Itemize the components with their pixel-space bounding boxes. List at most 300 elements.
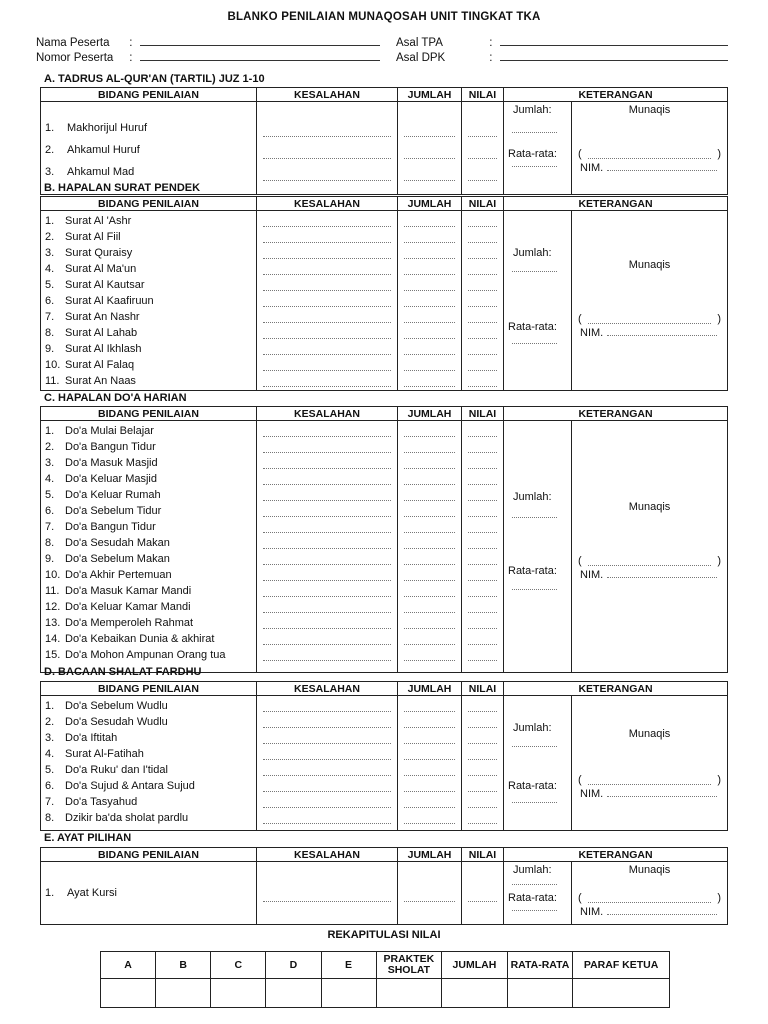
kesalahan-input[interactable]: [263, 727, 391, 728]
colon: :: [489, 37, 493, 49]
list-item: [41, 309, 256, 325]
jumlah-input[interactable]: [404, 468, 455, 469]
jumlah-input[interactable]: [404, 226, 455, 227]
kesalahan-input[interactable]: [263, 743, 391, 744]
keterangan-cell: [504, 102, 728, 195]
nilai-input-cell: [462, 102, 504, 195]
section-title: C. HAPALAN DO'A HARIAN: [44, 392, 187, 404]
list-item: [41, 455, 256, 471]
jumlah-input[interactable]: [404, 775, 455, 776]
list-item: [41, 325, 256, 341]
jumlah-input[interactable]: [404, 158, 455, 159]
col-nilai-header: NILAI: [462, 848, 504, 862]
kesalahan-input[interactable]: [263, 452, 391, 453]
col-jumlah-header: JUMLAH: [398, 848, 462, 862]
nilai-input[interactable]: [468, 727, 497, 728]
nilai-input[interactable]: [468, 322, 497, 323]
item-number: 3.: [45, 457, 55, 469]
kesalahan-input[interactable]: [263, 338, 391, 339]
nim-input[interactable]: [607, 796, 717, 797]
item-number: 14.: [45, 633, 61, 645]
jumlah-input[interactable]: [404, 628, 455, 629]
list-item: [41, 567, 256, 583]
jumlah-input[interactable]: [404, 452, 455, 453]
kesalahan-input[interactable]: [263, 484, 391, 485]
rata-rata-input[interactable]: [512, 802, 557, 803]
rekap-input-cell[interactable]: [573, 979, 670, 1008]
item-label: Do'a Mulai Belajar: [65, 425, 154, 437]
item-number: 3.: [45, 247, 55, 259]
table-header-row: [41, 407, 728, 421]
kesalahan-input[interactable]: [263, 532, 391, 533]
munaqis-signature[interactable]: [578, 774, 721, 788]
item-number: 5.: [45, 764, 55, 776]
nilai-input[interactable]: [468, 580, 497, 581]
nilai-input[interactable]: [468, 711, 497, 712]
col-bidang-header: BIDANG PENILAIAN: [41, 682, 257, 696]
col-bidang-header: BIDANG PENILAIAN: [41, 88, 257, 102]
nilai-input[interactable]: [468, 516, 497, 517]
list-item: [41, 631, 256, 647]
item-label: Surat Al-Fatihah: [65, 748, 144, 760]
colon: :: [489, 52, 493, 64]
rekap-input-cell[interactable]: [442, 979, 508, 1008]
nilai-input[interactable]: [468, 452, 497, 453]
item-label: Surat An Naas: [65, 375, 136, 387]
kesalahan-input[interactable]: [263, 158, 391, 159]
jumlah-input[interactable]: [404, 791, 455, 792]
kesalahan-input[interactable]: [263, 500, 391, 501]
jumlah-input[interactable]: [404, 386, 455, 387]
col-kesalahan-header: KESALAHAN: [257, 682, 398, 696]
rekap-input-cell[interactable]: [156, 979, 211, 1008]
nilai-input[interactable]: [468, 660, 497, 661]
item-number: 11.: [45, 375, 60, 387]
jumlah-total-input[interactable]: [512, 517, 557, 518]
item-label: Ahkamul Mad: [67, 166, 135, 178]
rekap-col-header: JUMLAH: [442, 952, 508, 979]
open-paren: (: [578, 313, 582, 325]
nilai-input[interactable]: [468, 596, 497, 597]
nilai-input[interactable]: [468, 386, 497, 387]
rekap-col-header: RATA-RATA: [507, 952, 573, 979]
col-nilai-header: NILAI: [462, 407, 504, 421]
nilai-input[interactable]: [468, 612, 497, 613]
nilai-input[interactable]: [468, 548, 497, 549]
nilai-input-cell: [462, 862, 504, 925]
munaqis-label: Munaqis: [628, 864, 671, 876]
jumlah-total-input[interactable]: [512, 132, 557, 133]
rata-rata-input[interactable]: [512, 166, 557, 167]
nomor-peserta-field[interactable]: [140, 51, 380, 61]
jumlah-label: Jumlah:: [513, 247, 552, 259]
kesalahan-input[interactable]: [263, 354, 391, 355]
item-label: Do'a Bangun Tidur: [65, 521, 156, 533]
kesalahan-input[interactable]: [263, 386, 391, 387]
kesalahan-input[interactable]: [263, 612, 391, 613]
item-label: Do'a Keluar Kamar Mandi: [65, 601, 191, 613]
nilai-input[interactable]: [468, 468, 497, 469]
item-label: Surat Al Falaq: [65, 359, 135, 371]
nama-peserta-label: Nama Peserta: [36, 37, 110, 49]
nilai-input[interactable]: [468, 901, 497, 902]
list-item: [41, 229, 256, 245]
jumlah-input[interactable]: [404, 274, 455, 275]
item-number: 7.: [45, 311, 55, 323]
jumlah-input[interactable]: [404, 436, 455, 437]
item-number: 8.: [45, 537, 55, 549]
item-number: 4.: [45, 748, 55, 760]
item-number: 10.: [45, 569, 61, 581]
section-table: [40, 87, 728, 195]
jumlah-input[interactable]: [404, 516, 455, 517]
item-number: 12.: [45, 601, 61, 613]
kesalahan-input[interactable]: [263, 901, 391, 902]
table-header-row: [41, 848, 728, 862]
item-number: 3.: [45, 732, 55, 744]
nilai-input[interactable]: [468, 338, 497, 339]
nilai-input[interactable]: [468, 644, 497, 645]
jumlah-input[interactable]: [404, 242, 455, 243]
asal-tpa-label: Asal TPA: [396, 37, 443, 49]
list-item: [41, 471, 256, 487]
kesalahan-input[interactable]: [263, 306, 391, 307]
nim-label: NIM.: [580, 327, 604, 339]
jumlah-input-cell: [398, 862, 462, 925]
rekap-input-cell[interactable]: [321, 979, 376, 1008]
nim-input[interactable]: [607, 914, 717, 915]
nilai-input[interactable]: [468, 791, 497, 792]
kesalahan-input[interactable]: [263, 807, 391, 808]
rekap-col-header: PARAF KETUA: [573, 952, 670, 979]
kesalahan-input[interactable]: [263, 136, 391, 137]
jumlah-input-cell: [398, 696, 462, 831]
rekap-input-cell[interactable]: [211, 979, 266, 1008]
nilai-input[interactable]: [468, 823, 497, 824]
asal-dpk-field[interactable]: [500, 51, 728, 61]
col-keterangan-header: KETERANGAN: [504, 197, 728, 211]
col-jumlah-header: JUMLAH: [398, 88, 462, 102]
nilai-input[interactable]: [468, 500, 497, 501]
nilai-input[interactable]: [468, 242, 497, 243]
jumlah-input[interactable]: [404, 532, 455, 533]
item-number: 9.: [45, 553, 55, 565]
rata-rata-input[interactable]: [512, 589, 557, 590]
kesalahan-input[interactable]: [263, 436, 391, 437]
item-number: 6.: [45, 295, 55, 307]
kesalahan-input[interactable]: [263, 596, 391, 597]
nilai-input-cell: [462, 421, 504, 673]
munaqis-signature[interactable]: [578, 148, 721, 162]
nim-input[interactable]: [607, 170, 717, 171]
nilai-input[interactable]: [468, 484, 497, 485]
list-item: [41, 423, 256, 439]
list-item: [41, 730, 256, 746]
jumlah-input[interactable]: [404, 807, 455, 808]
rekap-title: REKAPITULASI NILAI: [327, 929, 441, 941]
close-paren: ): [717, 313, 721, 325]
kesalahan-input[interactable]: [263, 290, 391, 291]
item-label: Surat Quraisy: [65, 247, 133, 259]
jumlah-total-input[interactable]: [512, 271, 557, 272]
kesalahan-input-cell: [257, 421, 398, 673]
nilai-input[interactable]: [468, 306, 497, 307]
kesalahan-input[interactable]: [263, 759, 391, 760]
kesalahan-input[interactable]: [263, 242, 391, 243]
kesalahan-input[interactable]: [263, 370, 391, 371]
list-item: [41, 583, 256, 599]
nim-line: [580, 569, 719, 581]
colon: :: [129, 52, 133, 64]
jumlah-input-cell: [398, 211, 462, 391]
nilai-input[interactable]: [468, 180, 497, 181]
jumlah-input[interactable]: [404, 612, 455, 613]
col-kesalahan-header: KESALAHAN: [257, 197, 398, 211]
list-item: [41, 213, 256, 229]
open-paren: (: [578, 892, 582, 904]
kesalahan-input[interactable]: [263, 548, 391, 549]
item-label: Do'a Sebelum Makan: [65, 553, 170, 565]
section-table: [40, 847, 728, 925]
nilai-input[interactable]: [468, 436, 497, 437]
jumlah-input[interactable]: [404, 306, 455, 307]
colon: :: [129, 37, 133, 49]
asal-tpa-line: [396, 36, 728, 49]
list-item: [41, 261, 256, 277]
jumlah-total-input[interactable]: [512, 746, 557, 747]
list-item: [41, 551, 256, 567]
list-item: [41, 535, 256, 551]
jumlah-input[interactable]: [404, 484, 455, 485]
kesalahan-input[interactable]: [263, 258, 391, 259]
nilai-input[interactable]: [468, 370, 497, 371]
kesalahan-input-cell: [257, 211, 398, 391]
nim-label: NIM.: [580, 162, 604, 174]
item-label: Do'a Sebelum Wudlu: [65, 700, 168, 712]
nilai-input[interactable]: [468, 226, 497, 227]
item-number: 8.: [45, 812, 55, 824]
jumlah-total-input[interactable]: [512, 884, 557, 885]
table-header-row: [41, 197, 728, 211]
nim-label: NIM.: [580, 906, 604, 918]
jumlah-input[interactable]: [404, 354, 455, 355]
item-label: Surat An Nashr: [65, 311, 140, 323]
item-label: Do'a Ruku' dan I'tidal: [65, 764, 168, 776]
table-body-row: [41, 696, 728, 831]
jumlah-input[interactable]: [404, 370, 455, 371]
item-label: Do'a Keluar Rumah: [65, 489, 161, 501]
nilai-input[interactable]: [468, 628, 497, 629]
jumlah-input[interactable]: [404, 258, 455, 259]
open-paren: (: [578, 555, 582, 567]
table-body-row: [41, 862, 728, 925]
section-title: B. HAPALAN SURAT PENDEK: [44, 182, 201, 194]
table-body-row: [41, 211, 728, 391]
munaqis-signature[interactable]: [578, 892, 721, 906]
rekap-col-header: PRAKTEK SHOLAT: [376, 952, 442, 979]
nilai-input[interactable]: [468, 354, 497, 355]
item-label: Ahkamul Huruf: [67, 144, 140, 156]
list-item: [41, 778, 256, 794]
jumlah-input[interactable]: [404, 500, 455, 501]
rekap-input-cell[interactable]: [266, 979, 321, 1008]
nim-input[interactable]: [607, 577, 717, 578]
nilai-input-cell: [462, 211, 504, 391]
jumlah-input[interactable]: [404, 338, 455, 339]
jumlah-input[interactable]: [404, 596, 455, 597]
jumlah-input[interactable]: [404, 644, 455, 645]
kesalahan-input[interactable]: [263, 322, 391, 323]
nilai-input[interactable]: [468, 564, 497, 565]
nilai-input[interactable]: [468, 759, 497, 760]
nim-line: [580, 162, 719, 174]
item-number: 5.: [45, 279, 55, 291]
col-kesalahan-header: KESALAHAN: [257, 88, 398, 102]
col-keterangan-header: KETERANGAN: [504, 848, 728, 862]
rata-rata-label: Rata-rata:: [508, 148, 557, 160]
item-number: 7.: [45, 796, 55, 808]
nilai-input[interactable]: [468, 158, 497, 159]
rata-rata-input[interactable]: [512, 910, 557, 911]
item-label: Surat Al Kautsar: [65, 279, 145, 291]
kesalahan-input[interactable]: [263, 711, 391, 712]
asal-dpk-line: [396, 51, 728, 64]
jumlah-label: Jumlah:: [513, 722, 552, 734]
nilai-input[interactable]: [468, 290, 497, 291]
nilai-input[interactable]: [468, 743, 497, 744]
item-number: 1.: [45, 700, 55, 712]
nilai-input[interactable]: [468, 274, 497, 275]
nilai-input[interactable]: [468, 532, 497, 533]
open-paren: (: [578, 148, 582, 160]
items-cell: [41, 102, 257, 195]
list-item: [41, 139, 256, 161]
item-number: 5.: [45, 489, 55, 501]
list-item: [41, 794, 256, 810]
jumlah-input[interactable]: [404, 180, 455, 181]
table-header-row: [41, 88, 728, 102]
jumlah-input[interactable]: [404, 743, 455, 744]
list-item: [41, 714, 256, 730]
item-label: Do'a Sesudah Wudlu: [65, 716, 168, 728]
rekap-input-cell[interactable]: [507, 979, 573, 1008]
jumlah-input[interactable]: [404, 711, 455, 712]
kesalahan-input[interactable]: [263, 580, 391, 581]
item-number: 8.: [45, 327, 55, 339]
item-label: Surat Al Lahab: [65, 327, 138, 339]
item-label: Dzikir ba'da sholat pardlu: [65, 812, 189, 824]
jumlah-input[interactable]: [404, 901, 455, 902]
asal-tpa-field[interactable]: [500, 36, 728, 46]
item-label: Surat Al Fiil: [65, 231, 121, 243]
rekap-col-header: E: [321, 952, 376, 979]
jumlah-input[interactable]: [404, 727, 455, 728]
kesalahan-input[interactable]: [263, 628, 391, 629]
jumlah-input-cell: [398, 421, 462, 673]
jumlah-input[interactable]: [404, 660, 455, 661]
jumlah-label: Jumlah:: [513, 104, 552, 116]
list-item: [41, 293, 256, 309]
kesalahan-input[interactable]: [263, 644, 391, 645]
keterangan-cell: [504, 421, 728, 673]
rata-rata-label: Rata-rata:: [508, 892, 557, 904]
nilai-input-cell: [462, 696, 504, 831]
kesalahan-input[interactable]: [263, 791, 391, 792]
asal-dpk-label: Asal DPK: [396, 52, 446, 64]
munaqis-signature[interactable]: [578, 555, 721, 569]
col-bidang-header: BIDANG PENILAIAN: [41, 197, 257, 211]
nomor-peserta-line: [36, 51, 380, 64]
section-table: [40, 196, 728, 391]
jumlah-input[interactable]: [404, 322, 455, 323]
list-item: [41, 277, 256, 293]
section-title: D. BACAAN SHALAT FARDHU: [44, 666, 202, 678]
kesalahan-input[interactable]: [263, 180, 391, 181]
list-item: [41, 698, 256, 714]
col-bidang-header: BIDANG PENILAIAN: [41, 407, 257, 421]
kesalahan-input[interactable]: [263, 775, 391, 776]
nama-peserta-field[interactable]: [140, 36, 380, 46]
form-title: BLANKO PENILAIAN MUNAQOSAH UNIT TINGKAT TKA: [227, 11, 541, 23]
kesalahan-input[interactable]: [263, 226, 391, 227]
kesalahan-input[interactable]: [263, 564, 391, 565]
jumlah-input[interactable]: [404, 136, 455, 137]
col-keterangan-header: KETERANGAN: [504, 88, 728, 102]
col-jumlah-header: JUMLAH: [398, 407, 462, 421]
item-label: Do'a Masuk Kamar Mandi: [65, 585, 192, 597]
jumlah-input[interactable]: [404, 548, 455, 549]
munaqis-label: Munaqis: [628, 259, 671, 271]
items-cell: [41, 862, 257, 925]
jumlah-input[interactable]: [404, 759, 455, 760]
jumlah-input[interactable]: [404, 564, 455, 565]
nilai-input[interactable]: [468, 775, 497, 776]
item-label: Do'a Tasyahud: [65, 796, 138, 808]
section-title: A. TADRUS AL-QUR'AN (TARTIL) JUZ 1-10: [44, 73, 265, 85]
jumlah-input[interactable]: [404, 823, 455, 824]
jumlah-input[interactable]: [404, 290, 455, 291]
nim-input[interactable]: [607, 335, 717, 336]
rekap-input-cell[interactable]: [376, 979, 442, 1008]
rata-rata-input[interactable]: [512, 343, 557, 344]
kesalahan-input[interactable]: [263, 516, 391, 517]
jumlah-input-cell: [398, 102, 462, 195]
kesalahan-input[interactable]: [263, 823, 391, 824]
list-item: [41, 615, 256, 631]
jumlah-input[interactable]: [404, 580, 455, 581]
munaqis-signature[interactable]: [578, 313, 721, 327]
kesalahan-input[interactable]: [263, 468, 391, 469]
item-label: Do'a Sebelum Tidur: [65, 505, 162, 517]
rekap-input-cell[interactable]: [101, 979, 156, 1008]
item-number: 13.: [45, 617, 61, 629]
nilai-input[interactable]: [468, 258, 497, 259]
list-item: [41, 503, 256, 519]
nilai-input[interactable]: [468, 136, 497, 137]
item-label: Makhorijul Huruf: [67, 122, 148, 134]
nilai-input[interactable]: [468, 807, 497, 808]
item-number: 6.: [45, 505, 55, 517]
table-body-row: [41, 421, 728, 673]
item-label: Do'a Kebaikan Dunia & akhirat: [65, 633, 215, 645]
item-label: Do'a Memperoleh Rahmat: [65, 617, 194, 629]
item-number: 9.: [45, 343, 55, 355]
item-number: 11.: [45, 585, 60, 597]
items-cell: [41, 421, 257, 673]
list-item: [41, 161, 256, 183]
kesalahan-input[interactable]: [263, 660, 391, 661]
kesalahan-input[interactable]: [263, 274, 391, 275]
